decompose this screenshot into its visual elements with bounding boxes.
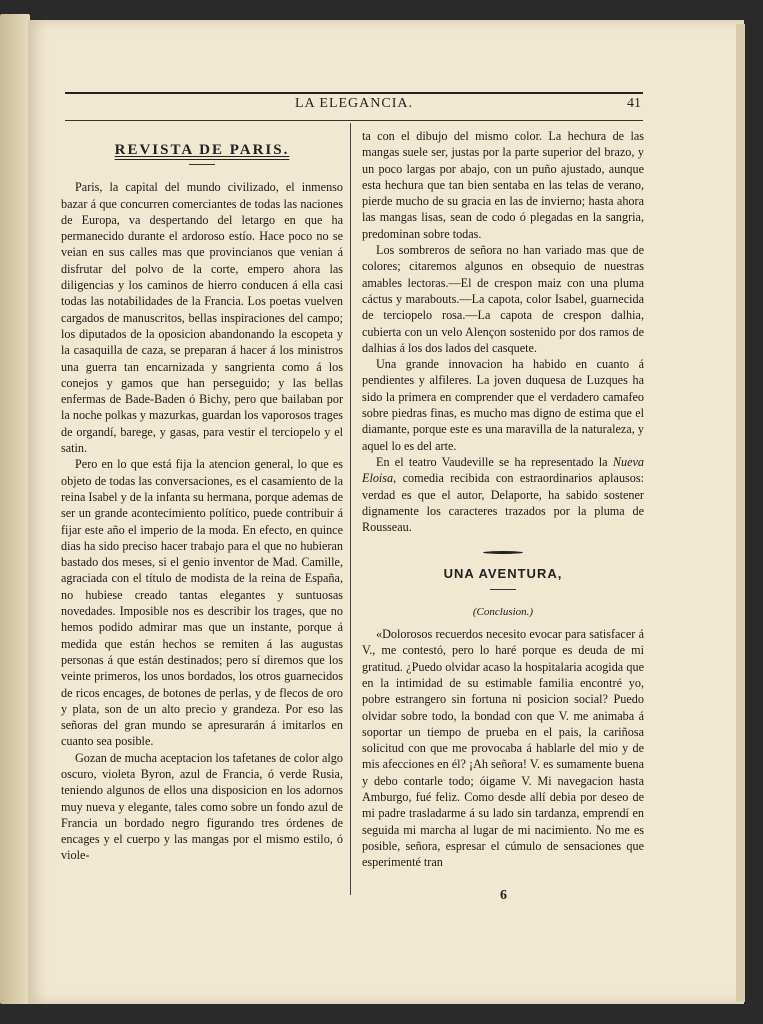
section-title-revista: REVISTA DE PARIS. [114, 142, 290, 158]
left-column [61, 128, 343, 864]
publication-title: LA ELEGANCIA. [295, 96, 413, 111]
page-stack-edge [736, 24, 745, 1002]
running-header [65, 92, 643, 122]
paragraph: Los sombreros de señora no han variado mas que de colores; citaremos algunos en obsequio de nuestras amables lectoras.—El de crespon maiz con una pluma cáctus y marabouts.—La capota, color Isabel, guarnecida de terciopelo rosa.—La capota de crespon dalhia, cubierta con un velo Alençon sostenido por dos ramos de dalhias á los dos lados del casquete. [362, 243, 644, 355]
paragraph: ta con el dibujo del mismo color. La hechura de las mangas suele ser, justas por la parte superior del brazo, y un poco largas por abajo, con un puño ajustado, aunque esta hechura que tan bien sentaba en las telas de verano, pierde mucho de su gracia en las de invierno; hasta ahora las mangas lisas, sean de codo ó plegadas en la sangria, predominan sobre todas. [362, 129, 644, 241]
right-column [362, 128, 644, 870]
story-subtitle: (Conclusion.) [472, 605, 534, 618]
paragraph: «Dolorosos recuerdos necesito evocar para satisfacer á V., me contestó, pero lo haré porque es deuda de mi gratitud. ¿Puedo olvidar acaso la hospitalaria acogida que en la intimidad de su estimable familia encontré yo, pobre estrangero sin fortuna ni posicion social? Puedo olvidar sobre todo, la bondad con que V. me animaba á soportar un tiempo de prueba en el pais, la cariñosa solicitud con que me provocaba á hablarle del mio y de mis afecciones en él? ¡Ah señora! V. es sumamente buena y debo contarle todo; óigame V. Mi navegacion hasta Amburgo, fué feliz. Como desde allí debia por deseo de mi padre trasladarme á su lado sin tardanza, emprendí en seguida mi marcha al lugar de mi nacimiento. No me es posible, señora, espresar el cúmulo de sensaciones que esperimenté tran [362, 627, 644, 870]
page-number: 41 [627, 96, 641, 111]
ornament-divider [483, 551, 523, 554]
play-title: Nueva Eloisa [362, 454, 644, 486]
header-rule-top [65, 92, 643, 94]
text: En el teatro Vaudeville se ha representado la [376, 454, 613, 469]
header-rule-bottom [65, 120, 643, 121]
signature-mark: 6 [500, 888, 507, 903]
story-title: UNA AVENTURA, [443, 566, 563, 582]
text: , comedia recibida con estraordinarios aplausos: verdad es que el autor, Delaporte, ha sabido sostener dignamente los caracteres trazados por la pluma de Rousseau. [362, 471, 644, 535]
title-rule [189, 164, 215, 165]
column-divider [350, 123, 351, 895]
paragraph: Pero en lo que está fija la atencion general, lo que es objeto de todas las conversaciones, es el casamiento de la reina Isabel y de la infanta su hermana, porque ademas de ser un grande acontecimiento político, puede contribuir á fijar este año el imperio de la moda. En efecto, en quince dias ha sido preciso hacer trabajo para el que no hubieran bastado dos meses, si el genio inventor de Mad. Camille, agraciada con el título de modista de la reina de España, no hubiese creado tantas elegantes y suntuosas novedades. Imposible nos es describir los trages, que no hemos podido admirar mas que un instante, porque á medida que están hechos se remiten á las augustas personas á que están destinados; pero sí diremos que los veinte primeros, los unos bordados, los otros guarnecidos de ricos encages, de botones de perlas, y de flecos de oro y plata, son de un alto precio y grandeza. Por eso las señoras del gran mundo se apresurarán á imitarlos en cuanto sea posible. [61, 457, 343, 749]
left-page-edge [0, 14, 30, 1004]
paragraph: Paris, la capital del mundo civilizado, el inmenso bazar á que concurren comerciantes de todas las naciones de Europa, va despertando del letargo en que ha permanecido durante el ardoroso estío. Hace poco no se veian en sus calles mas que provincianos que venian á disfrutar del polvo de la corte, empero ahora las diligencias y los caminos de hierro conducen á ella casi todas las notabilidades de la Francia. Los poetas vuelven cargados de manuscritos, bellas inspiraciones del campo; los diputados de la oposicion abandonando la escopeta y la casaquilla de caza, se preparan á hacer á los ministros una guerra tan encarnizada y sangrienta como á los conejos y gamos que han perseguido; y las bellas enfermas de Bade-Baden ó Bichy, pero que bailaban por la noche polkas y mazurkas, guardan los vaporosos trages de organdí, barege, y gasas, para vestir el terciopelo y el satin. [61, 180, 343, 456]
paragraph-vaudeville [362, 454, 644, 535]
title-rule [490, 589, 516, 590]
paragraph: Gozan de mucha aceptacion los tafetanes de color algo oscuro, violeta Byron, azul de Francia, ó verde Rusia, teniendo algunos de ellos una disposicion en los adornos muy nueva y elegante, tales como sobre un fondo azul de Francia un bordado negro figurando tres órdenes de encages y el cuerpo y las mangas por el mismo estilo, ó viole- [61, 750, 343, 863]
paragraph: Una grande innovacion ha habido en cuanto á pendientes y alfileres. La joven duquesa de Luzques ha sido la primera en comprender que el verdadero camafeo sobre piedras finas, es mucho mas digno de estima que el diamante, porque este es una maravilla de la naturaleza, y aquel lo es del arte. [362, 357, 644, 453]
